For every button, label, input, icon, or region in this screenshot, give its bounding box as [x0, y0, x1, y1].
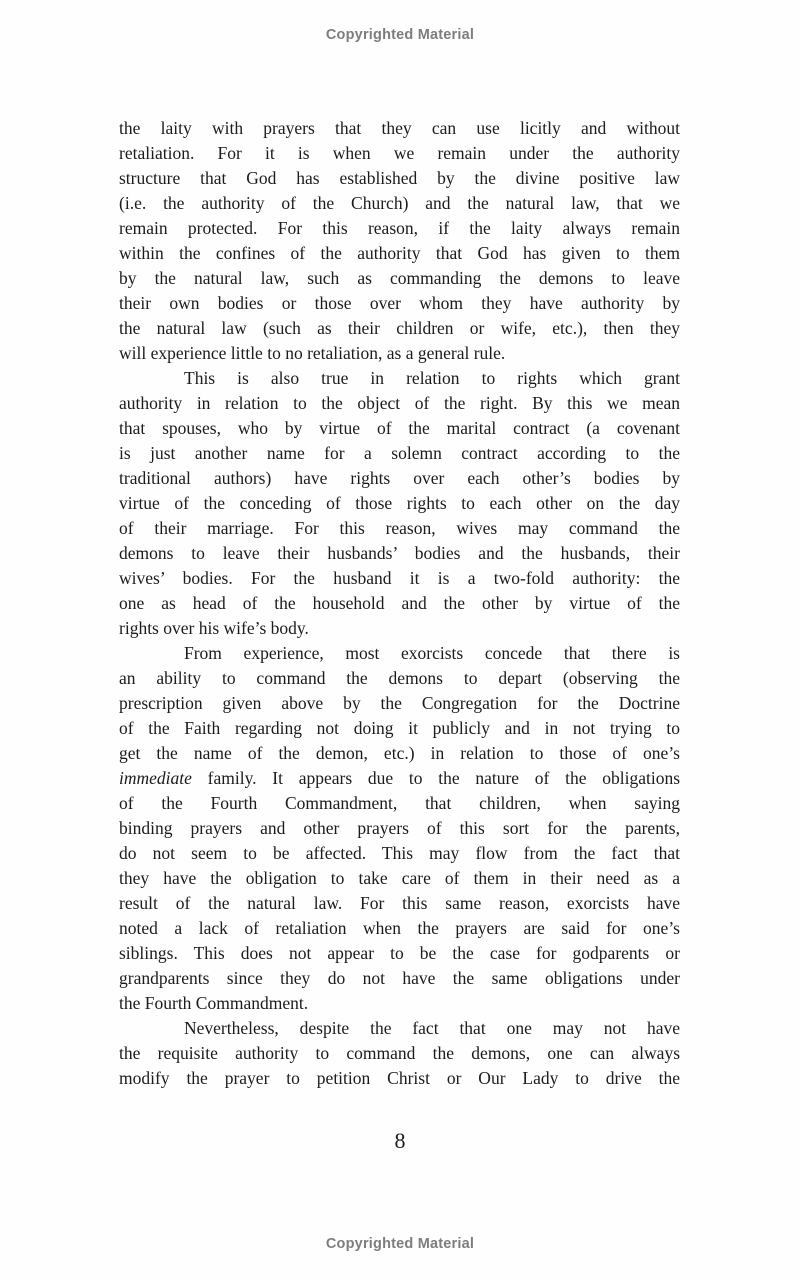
header-watermark: Copyrighted Material: [325, 27, 475, 43]
text-line: noted a lack of retaliation when the prayers are said for one’s: [119, 918, 680, 938]
italic-text: immediate: [119, 768, 208, 788]
text-line: is just another name for a solemn contract according to the: [119, 443, 680, 463]
text-line: the requisite authority to command the demons, one can always: [119, 1043, 680, 1063]
text-line: will experience little to no retaliation, as a general rule.: [119, 343, 506, 363]
text-line: From experience, most exorcists concede that there is: [184, 643, 680, 663]
text-line: their own bodies or those over whom they have authority by: [119, 293, 680, 313]
text-line: an ability to command the demons to depart (observing the: [119, 668, 680, 688]
text-line: (i.e. the authority of the Church) and the natural law, that we: [119, 193, 680, 213]
text-line: one as head of the household and the other by virtue of the: [119, 593, 680, 613]
text-line: [119, 766, 680, 791]
text-line: wives’ bodies. For the husband it is a two-fold authority: the: [119, 568, 680, 588]
text-line: retaliation. For it is when we remain under the authority: [119, 143, 680, 163]
text-line: prescription given above by the Congregation for the Doctrine: [119, 693, 680, 713]
text-line: do not seem to be affected. This may flow from the fact that: [119, 843, 680, 863]
text-line: grandparents since they do not have the same obligations under: [119, 968, 680, 988]
text-line: Nevertheless, despite the fact that one may not have: [184, 1018, 680, 1038]
text-line: that spouses, who by virtue of the marital contract (a covenant: [119, 418, 680, 438]
text-line: by the natural law, such as commanding the demons to leave: [119, 268, 680, 288]
text-line: virtue of the conceding of those rights to each other on the day: [119, 493, 680, 513]
text-line: remain protected. For this reason, if the laity always remain: [119, 218, 680, 238]
text-line: demons to leave their husbands’ bodies and the husbands, their: [119, 543, 680, 563]
text-line: This is also true in relation to rights which grant: [184, 368, 680, 388]
text-line: get the name of the demon, etc.) in relation to those of one’s: [119, 743, 680, 763]
text-line: the laity with prayers that they can use licitly and without: [119, 118, 680, 138]
text-line: of their marriage. For this reason, wives may command the: [119, 518, 680, 538]
text-line: of the Faith regarding not doing it publicly and in not trying to: [119, 718, 680, 738]
text-line: structure that God has established by the divine positive law: [119, 168, 680, 188]
text-line: the natural law (such as their children or wife, etc.), then they: [119, 318, 680, 338]
text-line: the Fourth Commandment.: [119, 993, 309, 1013]
text-line: they have the obligation to take care of them in their need as a: [119, 868, 680, 888]
page-number: 8: [394, 1128, 406, 1153]
footer-watermark: Copyrighted Material: [325, 1236, 475, 1252]
text-line: binding prayers and other prayers of this sort for the parents,: [119, 818, 680, 838]
text-block: [119, 116, 680, 1091]
text-line: of the Fourth Commandment, that children, when saying: [119, 793, 680, 813]
text-line: rights over his wife’s body.: [119, 618, 309, 638]
text-line: modify the prayer to petition Christ or Our Lady to drive the: [119, 1068, 680, 1088]
text-line: siblings. This does not appear to be the case for godparents or: [119, 943, 680, 963]
text-line: traditional authors) have rights over each other’s bodies by: [119, 468, 680, 488]
text-line: result of the natural law. For this same reason, exorcists have: [119, 893, 680, 913]
text-line: authority in relation to the object of the right. By this we mean: [119, 393, 680, 413]
text-line: within the confines of the authority that God has given to them: [119, 243, 680, 263]
text-segment: family. It appears due to the nature of the obligations: [207, 768, 681, 788]
